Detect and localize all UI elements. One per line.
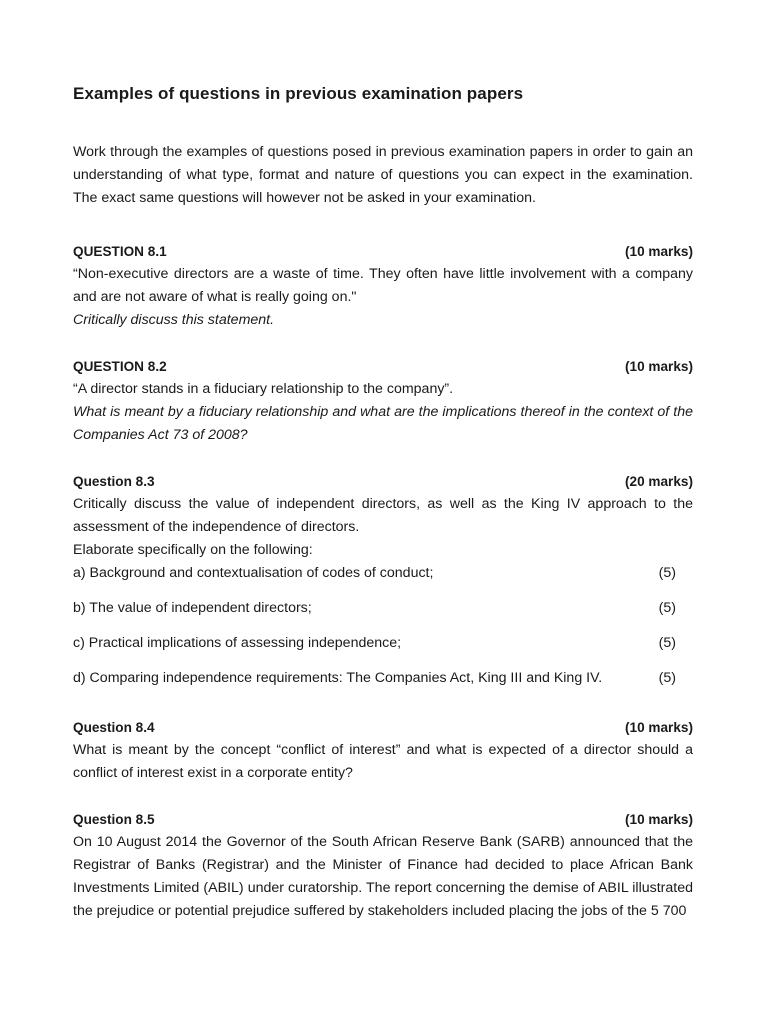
question-header [73, 716, 693, 739]
question-header [73, 240, 693, 263]
list-item-marks: (5) [658, 600, 676, 616]
question-instruction: What is meant by a fiduciary relationship and what are the implications thereof in the context of the Companies Act 73 of 2008? [73, 404, 693, 443]
question-heading: QUESTION 8.1 [73, 244, 167, 259]
list-item-text: c) Practical implications of assessing independence; [73, 635, 402, 651]
question-body: On 10 August 2014 the Governor of the South African Reserve Bank (SARB) announced that the Registrar of Banks (Registrar) and the Minister of Finance had decided to place African Bank Investments Limited (ABIL) under curatorship. The report concerning the demise of ABIL illustrated the prejudice or potential prejudice suffered by stakeholders included placing the jobs of the 5 700 [73, 834, 693, 919]
question-marks: (10 marks) [624, 720, 693, 735]
question-8-5 [73, 808, 693, 923]
question-8-2 [73, 355, 693, 447]
question-marks: (10 marks) [624, 359, 693, 374]
question-body: What is meant by the concept “conflict of interest” and what is expected of a director should a conflict of interest exist in a corporate entity? [73, 742, 693, 781]
question-heading: Question 8.4 [73, 720, 155, 735]
list-item-marks: (5) [658, 635, 676, 651]
question-lead: Elaborate specifically on the following: [73, 542, 313, 558]
question-body: “Non-executive directors are a waste of time. They often have little involvement with a company and are not aware of what is really going on." [73, 266, 693, 305]
question-heading: QUESTION 8.2 [73, 359, 167, 374]
list-item-marks: (5) [658, 670, 676, 686]
page-title: Examples of questions in previous examination papers [73, 84, 524, 103]
question-8-3 [73, 470, 693, 690]
question-header [73, 470, 693, 493]
question-marks: (10 marks) [624, 244, 693, 259]
question-header [73, 808, 693, 831]
list-item [73, 632, 693, 655]
question-body: Critically discuss the value of independent directors, as well as the King IV approach to the assessment of the independence of directors. [73, 496, 693, 535]
list-item [73, 562, 693, 585]
question-heading: Question 8.5 [73, 812, 155, 827]
list-item [73, 667, 693, 690]
list-item-text: b) The value of independent directors; [73, 600, 312, 616]
list-item-text: a) Background and contextualisation of codes of conduct; [73, 565, 434, 581]
question-header [73, 355, 693, 378]
question-marks: (20 marks) [624, 474, 693, 489]
intro-paragraph: Work through the examples of questions posed in previous examination papers in order to gain an understanding of what type, format and nature of questions you can expect in the examination. The exact same questions will however not be asked in your examination. [73, 144, 693, 206]
list-item-text: d) Comparing independence requirements: The Companies Act, King III and King IV. [73, 670, 603, 686]
question-instruction: Critically discuss this statement. [73, 312, 275, 328]
question-marks: (10 marks) [624, 812, 693, 827]
document-page [73, 0, 693, 1024]
question-8-1 [73, 240, 693, 332]
list-item [73, 597, 693, 620]
question-body: “A director stands in a fiduciary relationship to the company”. [73, 381, 454, 397]
question-heading: Question 8.3 [73, 474, 155, 489]
question-8-4 [73, 716, 693, 785]
list-item-marks: (5) [658, 565, 676, 581]
